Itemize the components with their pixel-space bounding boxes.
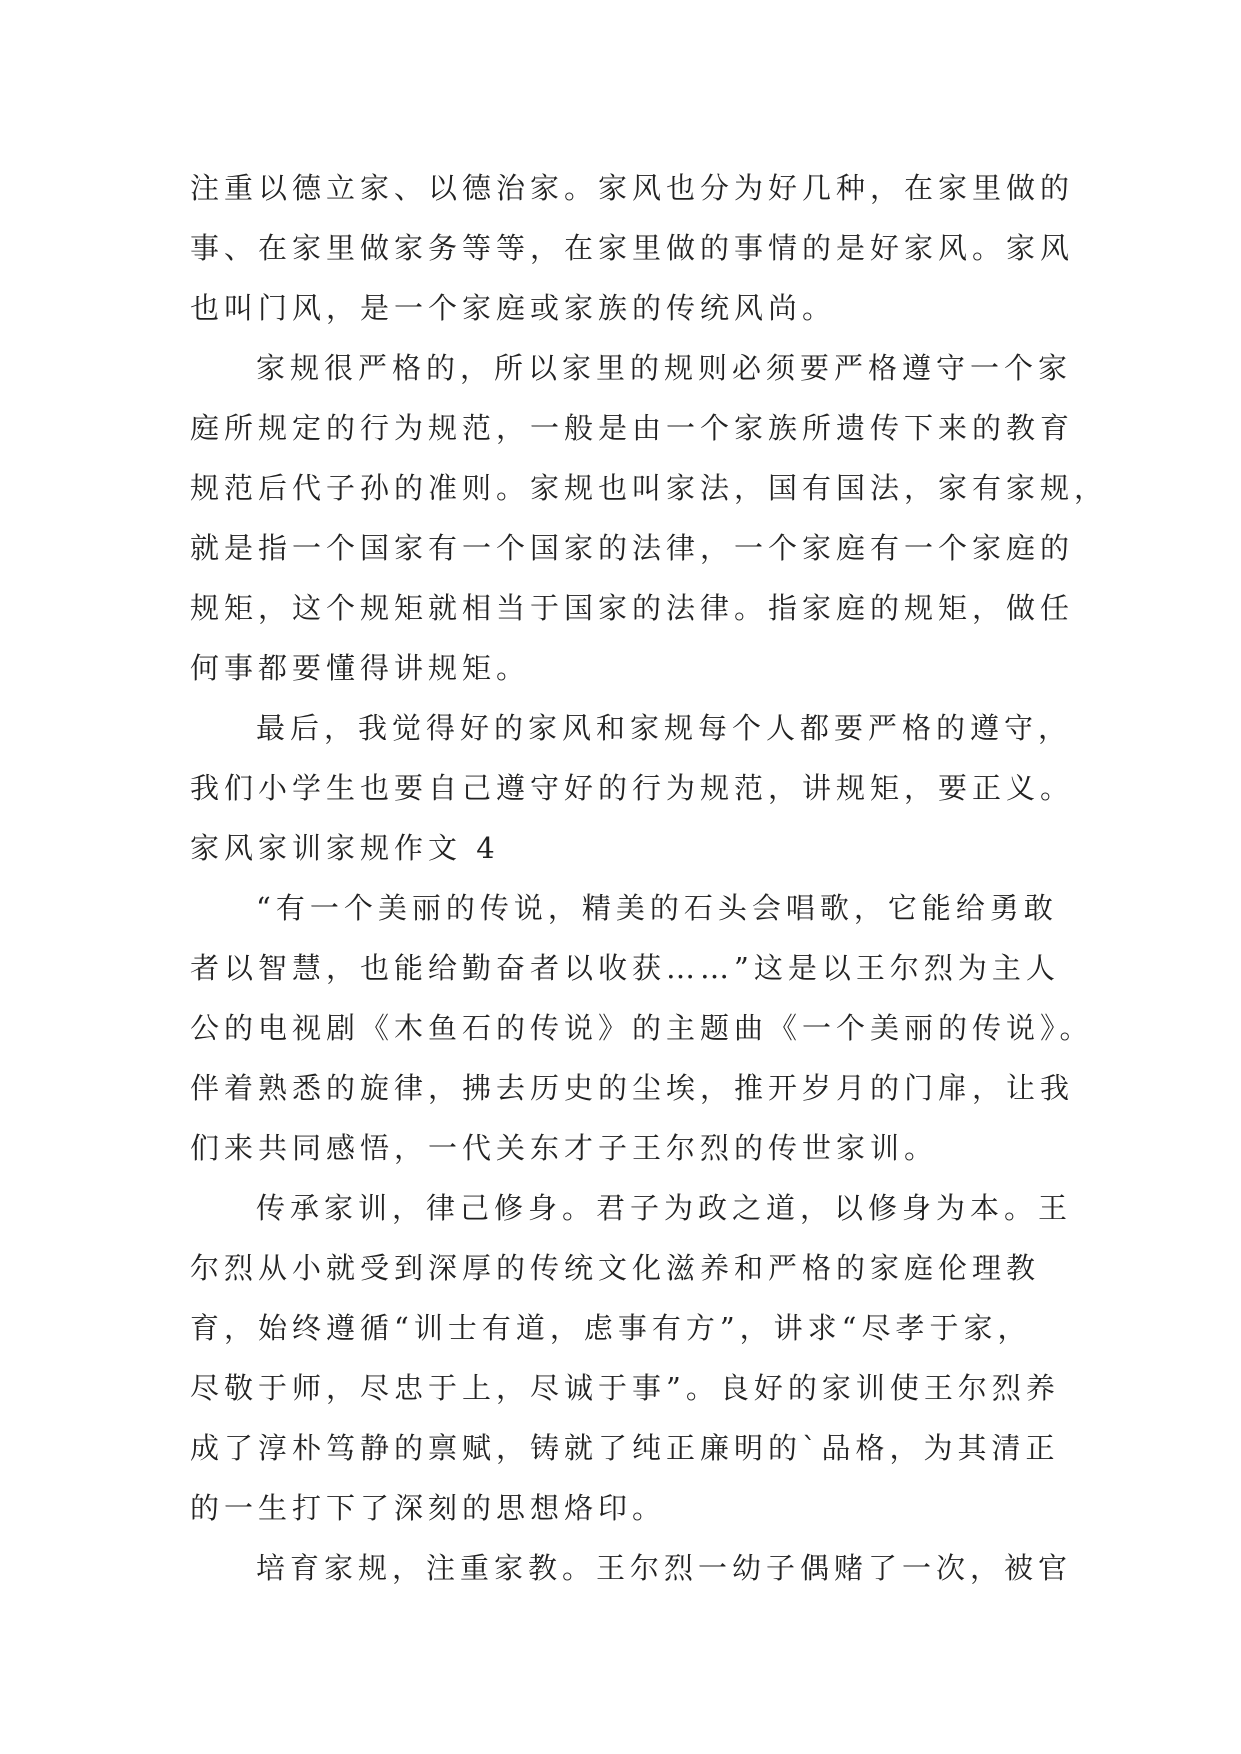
text-line: 事、在家里做家务等等，在家里做的事情的是好家风。家风 (190, 231, 1075, 265)
text-line: 者以智慧，也能给勤奋者以收获……”这是以王尔烈为主人 (190, 951, 1060, 985)
paragraph-first-line: 培育家规，注重家教。王尔烈一幼子偶赌了一次，被官 (256, 1551, 1073, 1585)
paragraph-first-line: 家规很严格的，所以家里的规则必须要严格遵守一个家 (256, 351, 1073, 385)
text-line: 的一生打下了深刻的思想烙印。 (190, 1491, 667, 1525)
text-line: 就是指一个国家有一个国家的法律，一个家庭有一个家庭的 (190, 531, 1075, 565)
text-line: 何事都要懂得讲规矩。 (190, 651, 531, 685)
paragraph-first-line: 传承家训，律己修身。君子为政之道，以修身为本。王 (256, 1191, 1073, 1225)
text-line: 规矩，这个规矩就相当于国家的法律。指家庭的规矩，做任 (190, 591, 1075, 625)
section-heading: 家风家训家规作文 4 (190, 831, 500, 865)
text-line: 公的电视剧《木鱼石的传说》的主题曲《一个美丽的传说》。 (190, 1011, 1094, 1045)
text-line: 规范后代子孙的准则。家规也叫家法，国有国法，家有家规， (190, 471, 1109, 505)
text-line: 庭所规定的行为规范，一般是由一个家族所遗传下来的教育 (190, 411, 1075, 445)
text-line: 尽敬于师，尽忠于上，尽诚于事”。良好的家训使王尔烈养 (190, 1371, 1060, 1405)
paragraph-first-line: 最后，我觉得好的家风和家规每个人都要严格的遵守， (256, 711, 1073, 745)
text-line: 们来共同感悟，一代关东才子王尔烈的传世家训。 (190, 1131, 939, 1165)
text-line: 我们小学生也要自己遵守好的行为规范，讲规矩，要正义。 (190, 771, 1075, 805)
text-line: 注重以德立家、以德治家。家风也分为好几种，在家里做的 (190, 171, 1075, 205)
text-line: 伴着熟悉的旋律，拂去历史的尘埃，推开岁月的门扉，让我 (190, 1071, 1075, 1105)
paragraph-first-line: “有一个美丽的传说，精美的石头会唱歌，它能给勇敢 (256, 891, 1058, 925)
document-body (190, 158, 1109, 1598)
text-line: 成了淳朴笃静的禀赋，铸就了纯正廉明的`品格，为其清正 (190, 1431, 1060, 1465)
text-line: 尔烈从小就受到深厚的传统文化滋养和严格的家庭伦理教 (190, 1251, 1041, 1285)
text-line: 育，始终遵循“训士有道，虑事有方”，讲求“尽孝于家， (190, 1311, 1032, 1345)
text-line: 也叫门风，是一个家庭或家族的传统风尚。 (190, 291, 837, 325)
